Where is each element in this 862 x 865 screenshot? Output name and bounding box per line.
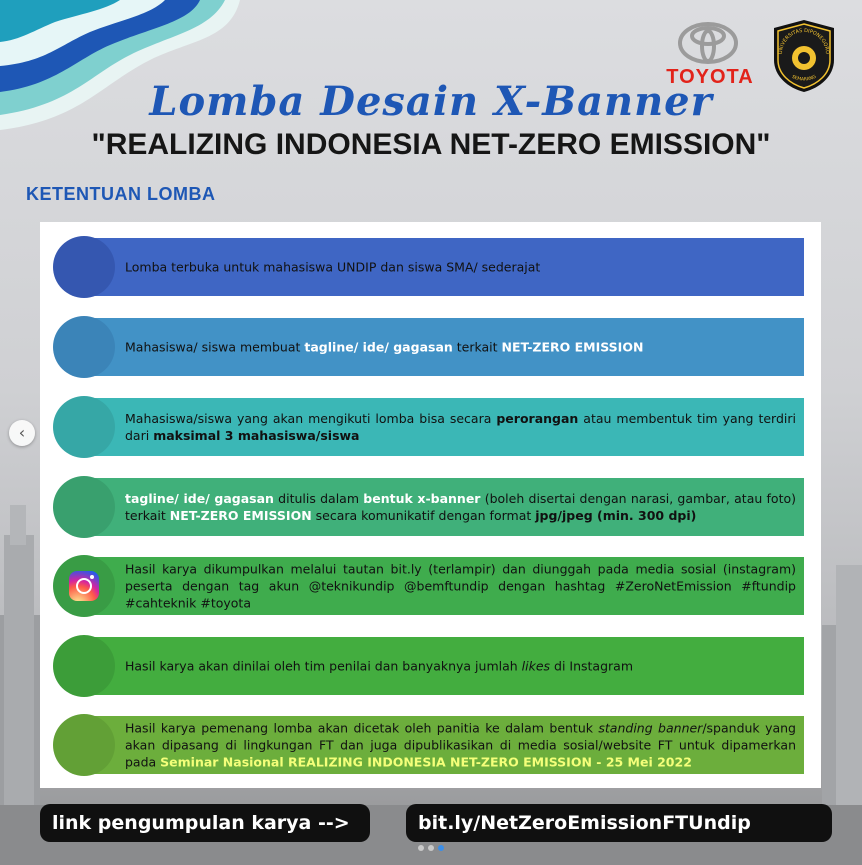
rule-row-6 (53, 635, 804, 697)
rule-text (125, 490, 796, 524)
rule-text-segment: ditulis dalam (273, 491, 364, 506)
rule-text (125, 561, 796, 612)
rule-text (125, 720, 796, 771)
rule-row-7 (53, 714, 804, 776)
undip-bottom-text: SEMARANG (790, 74, 818, 83)
rule-text-segment: NET-ZERO EMISSION (169, 508, 312, 523)
link-url-pill[interactable] (406, 804, 832, 842)
rule-text-segment: NET-ZERO EMISSION (501, 339, 644, 355)
title-main: "REALIZING INDONESIA NET-ZERO EMISSION" (91, 128, 771, 161)
rule-text (125, 339, 796, 356)
rule-text-segment: maksimal 3 mahasiswa/siswa (153, 428, 360, 443)
rule-row-2 (53, 316, 804, 378)
rule-text-segment: /spanduk yang akan dipasang di lingkungan FT dan juga dipublikasikan di media sosial/website FT untuk dipamerkan pada (125, 720, 796, 770)
rule-text-segment: tagline/ ide/ gagasan (125, 491, 274, 506)
rule-row-5 (53, 555, 804, 617)
instagram-icon (69, 571, 99, 601)
link-label: link pengumpulan karya --> (52, 812, 350, 834)
rule-text (125, 259, 796, 276)
rule-text-segment: Hasil karya pemenang lomba akan dicetak oleh panitia ke dalam bentuk (125, 720, 599, 736)
carousel-dots (418, 845, 448, 853)
carousel-dot-1[interactable] (418, 845, 424, 851)
rule-text-segment: terkait (452, 339, 502, 355)
rule-bullet-circle (53, 396, 115, 458)
rule-text-segment: likes (521, 658, 551, 674)
rule-text (125, 410, 796, 444)
rule-row-3 (53, 396, 804, 458)
rule-bullet-circle (53, 714, 115, 776)
rule-text-segment: di Instagram (550, 658, 633, 674)
rule-row-4 (53, 476, 804, 538)
rule-bullet-circle (53, 316, 115, 378)
rule-bullet-circle (53, 476, 115, 538)
rule-row-1 (53, 236, 804, 298)
rule-text-segment: tagline/ ide/ gagasan (304, 339, 453, 355)
rule-bullet-circle (53, 236, 115, 298)
rule-text-segment: Lomba terbuka untuk mahasiswa UNDIP dan siswa SMA/ sederajat (125, 259, 541, 275)
carousel-dot-2[interactable] (428, 845, 434, 851)
title-script: Lomba Desain X-Banner (149, 78, 713, 125)
toyota-emblem-icon (678, 22, 738, 64)
undip-top-text: UNIVERSITAS DIPONEGORO (777, 27, 831, 55)
rule-text-segment: Mahasiswa/siswa yang akan mengikuti lomba bisa secara (125, 411, 497, 426)
rule-text-segment: Hasil karya dikumpulkan melalui tautan bit.ly (terlampir) dan diunggah pada media sosial (instagram) peserta dengan tag akun @teknikundip @bemftundip dengan hashtag #ZeroNetEmission #ftundip #cahteknik #toyota (125, 561, 796, 611)
carousel-prev-button[interactable] (9, 420, 35, 446)
rule-text-segment: perorangan (496, 411, 579, 426)
section-heading: KETENTUAN LOMBA (26, 184, 216, 204)
rule-text-segment: Seminar Nasional REALIZING INDONESIA NET-ZERO EMISSION - 25 Mei 2022 (160, 754, 692, 770)
link-label-pill (40, 804, 370, 842)
rule-text-segment: Hasil karya akan dinilai oleh tim penilai dan banyaknya jumlah (125, 658, 522, 674)
rule-bullet-circle (53, 635, 115, 697)
rule-text-segment: standing banner (598, 720, 703, 736)
carousel-dot-3[interactable] (438, 845, 444, 851)
rule-text-segment: atau membentuk tim yang terdiri dari (125, 411, 796, 443)
link-url[interactable]: bit.ly/NetZeroEmissionFTUndip (418, 812, 751, 834)
rule-text-segment: (boleh disertai dengan narasi, gambar, atau foto) terkait (125, 491, 797, 523)
rule-text-segment: Mahasiswa/ siswa membuat (125, 339, 305, 355)
rule-text-segment: bentuk x-banner (363, 491, 481, 506)
toyota-wordmark: TOYOTA (666, 66, 754, 88)
rule-text-segment: jpg/jpeg (min. 300 dpi) (535, 508, 697, 523)
chevron-left-icon: ‹ (18, 423, 26, 442)
rule-text-segment: secara komunikatif dengan format (311, 508, 536, 523)
rule-text (125, 658, 796, 675)
